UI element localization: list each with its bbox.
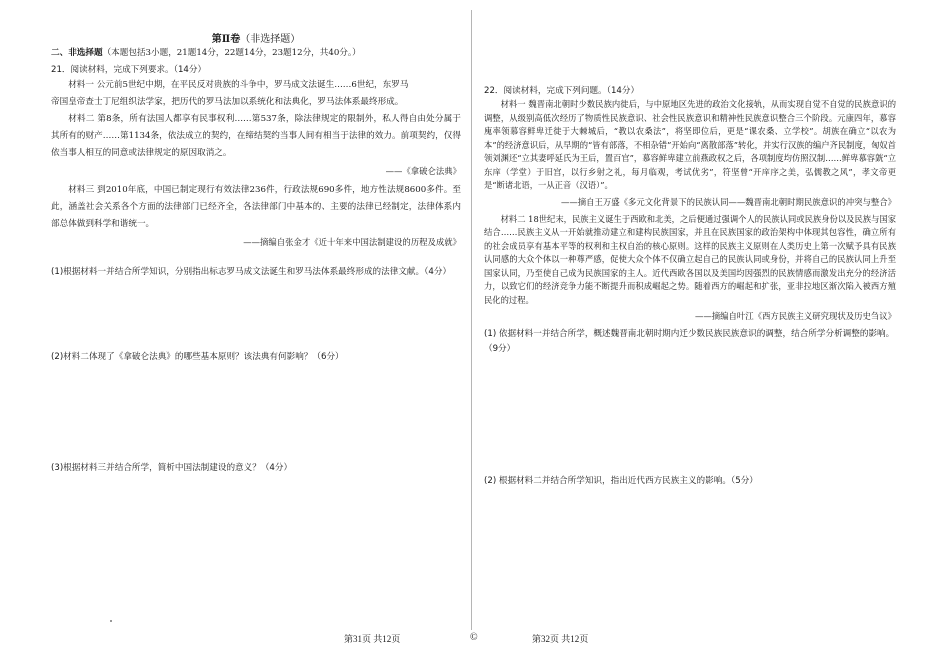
question-21-title: 21．阅读材料，完成下列要求。（14分）	[51, 65, 207, 75]
q22-source-1: ——摘自王万盛《多元文化背景下的民族认同——魏晋南北朝时期民族意识的冲突与整合》	[561, 196, 896, 207]
q21-ask-2: (2)材料二体现了《拿破仑法典》的哪些基本原则？该法典有何影响？（6分）	[51, 352, 344, 362]
q21-ask-3: (3)根据材料三并结合所学，简析中国法制建设的意义？（4分）	[51, 463, 293, 473]
q22-ask-1: (1) 依据材料一并结合所学，概述魏晋南北朝时期内迁少数民族民族意识的调整，结合所学分析调整的影响。（9分）	[484, 329, 895, 354]
page-number-right: 第32页 共12页	[532, 634, 589, 644]
section-title: 二、非选择题（本题包括3小题，21题14分，22题14分，23题12分，共40分。）	[51, 48, 361, 58]
q21-material-3: 材料三 到2010年底，中国已制定现行有效法律236件，行政法规690多件，地方性法规8600多件。至此，涵盖社会关系各个方面的法律部门已经齐全，各法律部门中基本的、主要的法律已经制定，法律体系内部总体做到科学和谐统一。	[51, 185, 461, 229]
q21-material-2: 材料二 第8条，所有法国人都享有民事权利……第537条，除法律规定的限制外，私人得自由处分属于其所有的财产……第1134条，依法成立的契约，在缔结契约当事人间有相当于法律的效力。前项契约，仅得依当事人相互的同意或法律规定的原因取消之。	[51, 114, 461, 158]
volume-title: 第Ⅱ卷（非选择题）	[211, 34, 301, 45]
q21-material-1a: 材料一 公元前5世纪中期，在平民反对贵族的斗争中，罗马成文法诞生……6世纪，东罗马	[68, 80, 409, 90]
q22-ask-2: (2) 根据材料二并结合所学知识，指出近代西方民族主义的影响。（5分）	[484, 476, 758, 486]
q21-source-3: ——摘编自张金才《近十年来中国法制建设的历程及成就》	[243, 237, 461, 247]
q21-material-1b: 帝国皇帝查士丁尼组织法学家，把历代的罗马法加以系统化和法典化，罗马法体系最终形成。	[51, 97, 404, 107]
q21-source-2: ——《拿破仑法典》	[385, 166, 461, 176]
column-divider	[471, 10, 472, 630]
question-22-title: 22．阅读材料，完成下列问题。（14分）	[484, 86, 640, 96]
copyright-mark: ©	[470, 632, 478, 643]
stray-dot	[110, 620, 112, 622]
q22-source-2: ——摘编自叶江《西方民族主义研究现状及历史刍议》	[695, 311, 896, 321]
q22-material-1: 材料一 魏晋南北朝时少数民族内徙后，与中原地区先进的政治文化接轨，从而实现自觉不自觉的民族意识的调整，从级别高低次经历了物质性民族意识、社会性民族意识和精神性民族意识整合三个阶段。元康四年，慕容廆率领慕容鲜卑迁徙于大棘城后，“教以农桑法”，将坚即位后，更是“课农桑、立学校”。胡族在确立“以农为本”的经济意识后，从早期的“皆有部落，不相杂错”开始向“离散部落”转化，并实行汉族的编户齐民制度，匈奴首领刘渊还“立其妻呼延氏为王后，置百官”，慕容鲜卑建立前燕政权之后，各项制度均仿照汉制……鲜卑慕容皝“立东庠（学堂）于旧宫，以行乡射之礼，每月临观，考试优劣”，符坚曾“开庠序之美，弘儒教之风”，孝文帝更是“断诸北语，一从正音（汉语）”。	[484, 99, 896, 190]
page-number-left: 第31页 共12页	[344, 634, 401, 644]
right-column	[484, 22, 896, 489]
q21-ask-1: (1)根据材料一并结合所学知识，分别指出标志罗马成文法诞生和罗马法体系最终形成的法律文献。（4分）	[51, 267, 452, 277]
q22-material-2: 材料二 18世纪末，民族主义诞生于西欧和北美，之后便通过强调个人的民族认同或民族身份以及民族与国家结合……民族主义从一开始就推动建立和建构民族国家，并且在民族国家的政治架构中体现其包容性，确立所有的社会成员享有基本平等的权利和主权自治的核心原则。这样的民族主义原则在人类历史上第一次赋予具有民族认同感的大众个体以一种尊严感，促使大众个体不仅确立起自己的民族认同或身份，并将自己的民族认同上升至国家认同，乃至使自己成为民族国家的主人。近代西欧各国以及美国均因强烈的民族情感而激发出充分的经济活力，以致它们的经济竞争力能不断提升而积成崛起之势。随着西方的崛起和扩张，亚非拉地区渐次陷入被西方殖民化的过程。	[484, 213, 896, 305]
left-column	[51, 22, 461, 476]
